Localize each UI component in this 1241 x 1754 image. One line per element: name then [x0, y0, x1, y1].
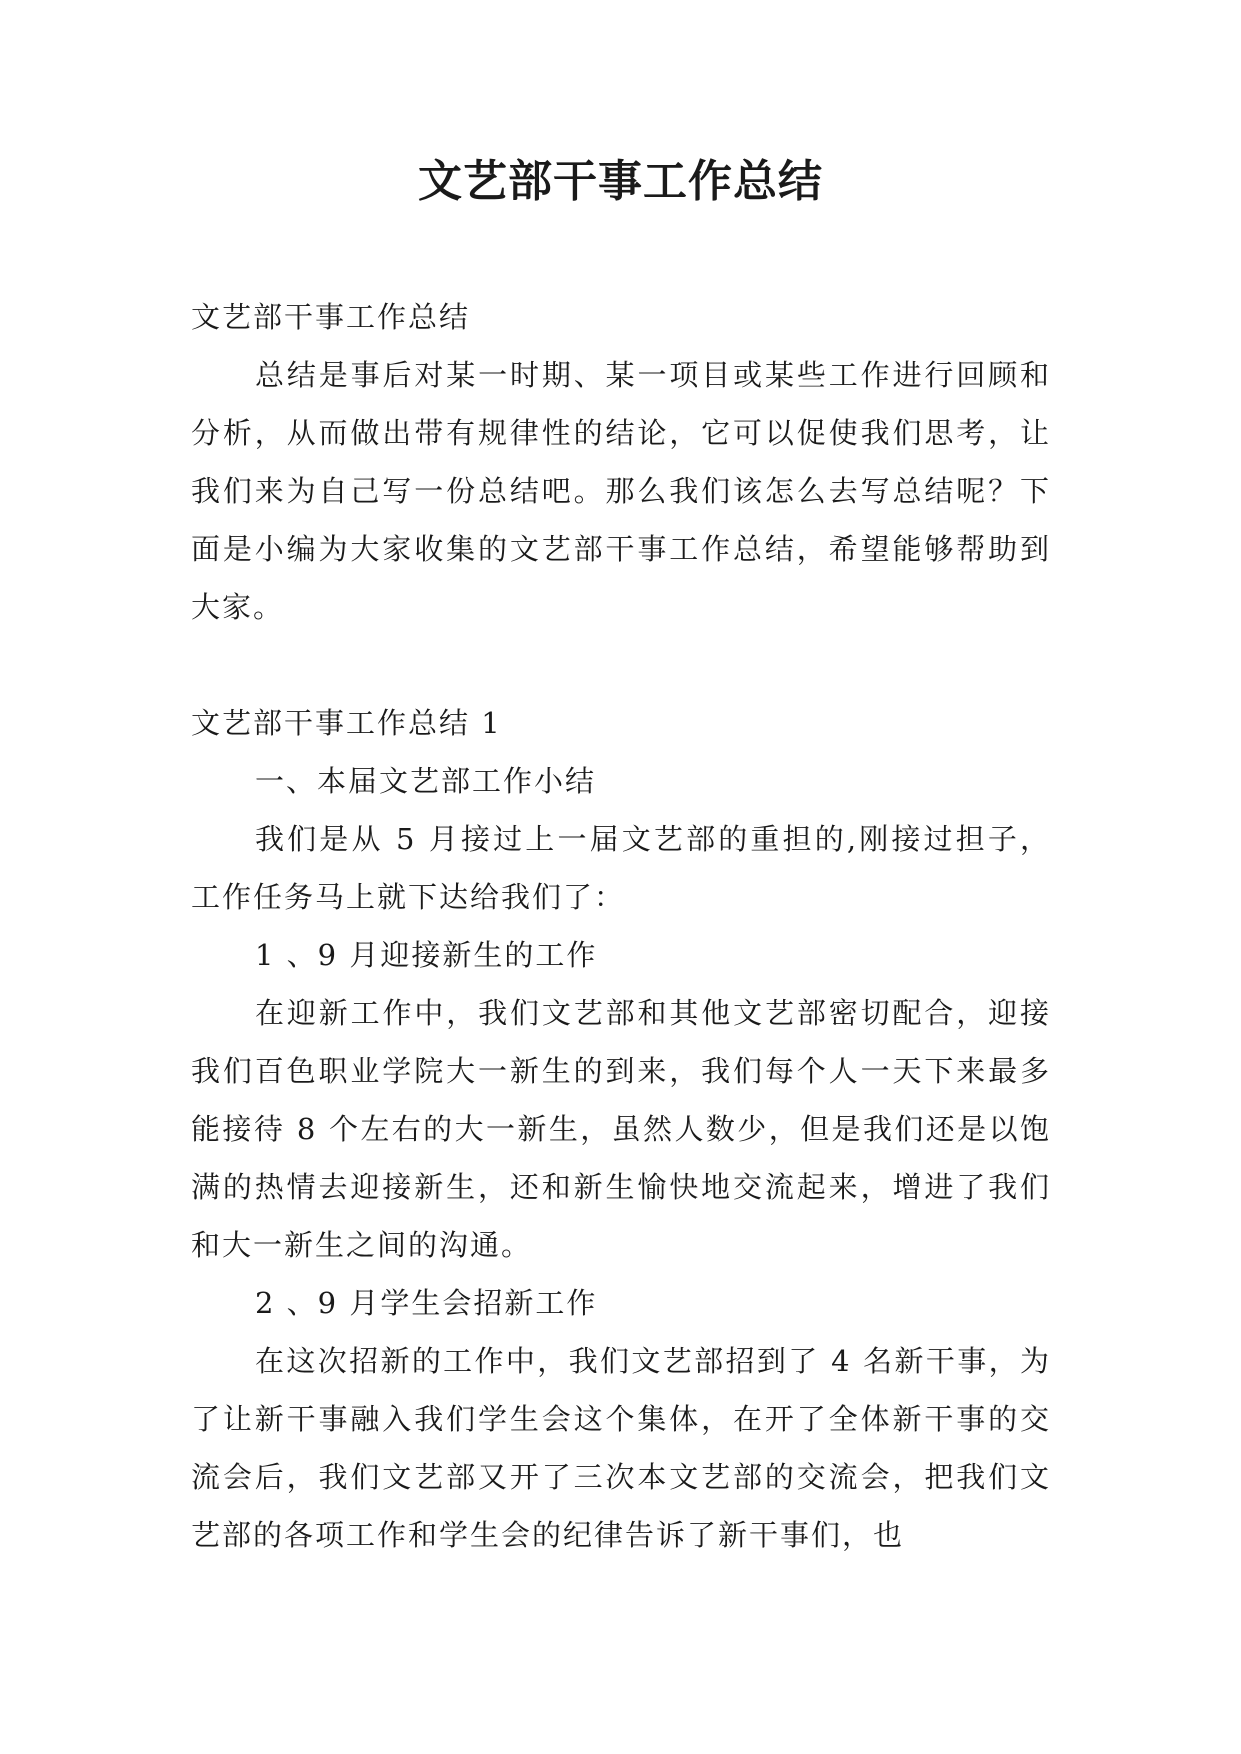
document-title: 文艺部干事工作总结 — [418, 156, 823, 207]
section-heading: 文艺部干事工作总结 1 — [191, 706, 502, 740]
section-heading: 文艺部干事工作总结 — [191, 300, 471, 334]
body-paragraph: 我们是从 5 月接过上一届文艺部的重担的,刚接过担子，工作任务马上就下达给我们了： — [191, 822, 1051, 914]
body-paragraph: 在这次招新的工作中，我们文艺部招到了 4 名新干事，为了让新干事融入我们学生会这个集体，在开了全体新干事的交流会后，我们文艺部又开了三次本文艺部的交流会，把我们文艺部的各项工作和学生会的纪律告诉了新干事们，也 — [191, 1344, 1051, 1552]
subsection-heading: 一、本届文艺部工作小结 — [255, 764, 597, 798]
list-item-heading: 1 、9 月迎接新生的工作 — [255, 938, 598, 972]
paragraph-spacer — [191, 636, 1051, 694]
document-body — [191, 288, 1051, 1564]
intro-paragraph: 总结是事后对某一时期、某一项目或某些工作进行回顾和分析，从而做出带有规律性的结论，它可以促使我们思考，让我们来为自己写一份总结吧。那么我们该怎么去写总结呢？下面是小编为大家收集的文艺部干事工作总结，希望能够帮助到大家。 — [191, 358, 1051, 624]
list-item-heading: 2 、9 月学生会招新工作 — [255, 1286, 598, 1320]
body-paragraph: 在迎新工作中，我们文艺部和其他文艺部密切配合，迎接我们百色职业学院大一新生的到来，我们每个人一天下来最多能接待 8 个左右的大一新生，虽然人数少，但是我们还是以饱满的热情去迎接新生，还和新生愉快地交流起来，增进了我们和大一新生之间的沟通。 — [191, 996, 1051, 1262]
